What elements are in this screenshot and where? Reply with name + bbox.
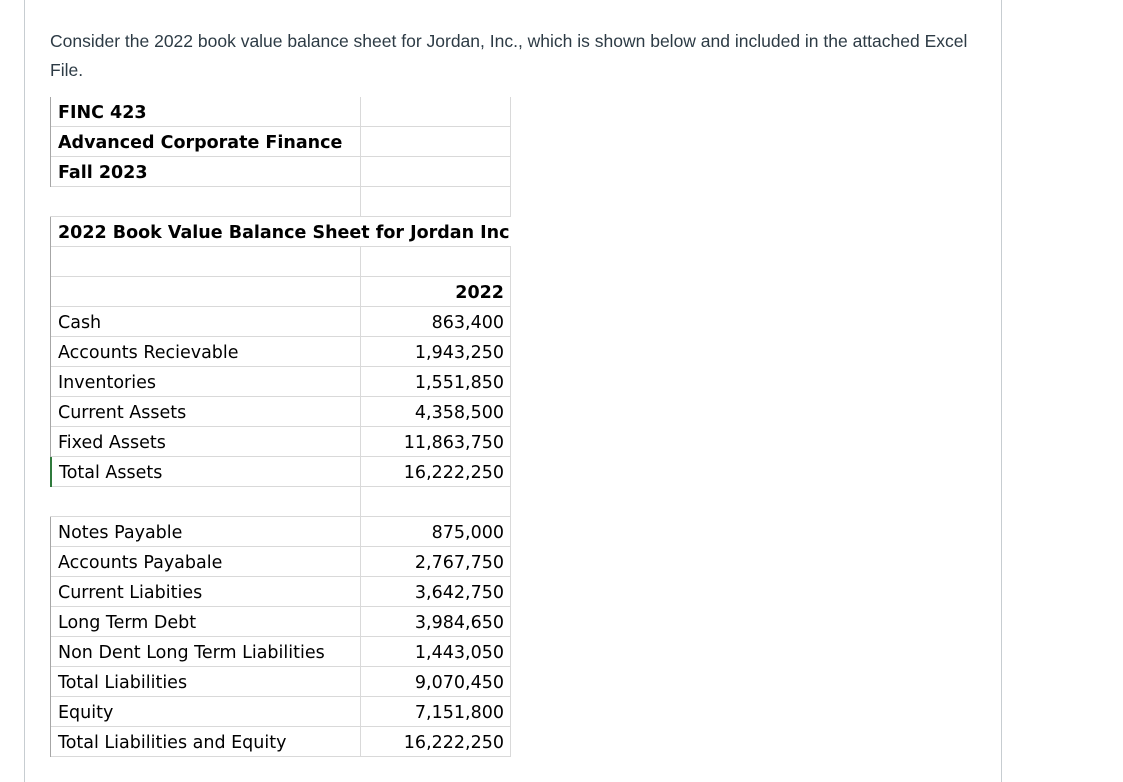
sheet-row	[50, 217, 511, 247]
table-row	[50, 697, 511, 727]
course-term: Fall 2023	[58, 163, 148, 183]
table-row	[50, 367, 511, 397]
table-row	[50, 457, 511, 487]
row-value: 3,984,650	[414, 613, 504, 633]
table-row	[50, 547, 511, 577]
row-label: Accounts Payabale	[58, 553, 223, 573]
row-label: Long Term Debt	[58, 613, 197, 633]
row-label: Total Assets	[59, 463, 163, 483]
row-value: 1,943,250	[414, 343, 504, 363]
course-name: Advanced Corporate Finance	[58, 133, 343, 153]
row-label: Notes Payable	[58, 523, 183, 543]
sheet-row	[50, 187, 511, 217]
row-value: 863,400	[431, 313, 504, 333]
table-row	[50, 307, 511, 337]
year-header: 2022	[455, 283, 504, 303]
row-label: Cash	[58, 313, 102, 333]
table-row	[50, 577, 511, 607]
sheet-row	[50, 487, 511, 517]
row-value: 4,358,500	[414, 403, 504, 423]
table-row	[50, 667, 511, 697]
sheet-row	[50, 157, 511, 187]
row-label: Total Liabilities	[58, 673, 188, 693]
question-intro-text: Consider the 2022 book value balance sheet for Jordan, Inc., which is shown below and included in the attached Excel File.	[50, 31, 968, 80]
row-value: 16,222,250	[403, 463, 504, 483]
row-value: 11,863,750	[403, 433, 504, 453]
row-value: 7,151,800	[414, 703, 504, 723]
row-label: Equity	[58, 703, 114, 723]
row-label: Accounts Recievable	[58, 343, 239, 363]
table-row	[50, 607, 511, 637]
balance-sheet-image	[50, 97, 511, 757]
table-row	[50, 727, 511, 757]
table-row	[50, 637, 511, 667]
row-label: Fixed Assets	[58, 433, 166, 453]
row-label: Current Liabities	[58, 583, 203, 603]
row-value: 9,070,450	[414, 673, 504, 693]
row-value: 3,642,750	[414, 583, 504, 603]
row-value: 875,000	[431, 523, 504, 543]
course-code: FINC 423	[58, 103, 147, 123]
row-label: Current Assets	[58, 403, 187, 423]
row-label: Total Liabilities and Equity	[58, 733, 287, 753]
table-row	[50, 517, 511, 547]
row-label: Inventories	[58, 373, 156, 393]
sheet-row	[50, 97, 511, 127]
row-value: 1,443,050	[414, 643, 504, 663]
sheet-row	[50, 247, 511, 277]
row-value: 1,551,850	[414, 373, 504, 393]
sheet-row	[50, 277, 511, 307]
row-value: 2,767,750	[414, 553, 504, 573]
sheet-title: 2022 Book Value Balance Sheet for Jordan Inc	[58, 223, 510, 243]
sheet-row	[50, 127, 511, 157]
row-value: 16,222,250	[403, 733, 504, 753]
row-label: Non Dent Long Term Liabilities	[58, 643, 325, 663]
table-row	[50, 427, 511, 457]
table-row	[50, 397, 511, 427]
table-row	[50, 337, 511, 367]
